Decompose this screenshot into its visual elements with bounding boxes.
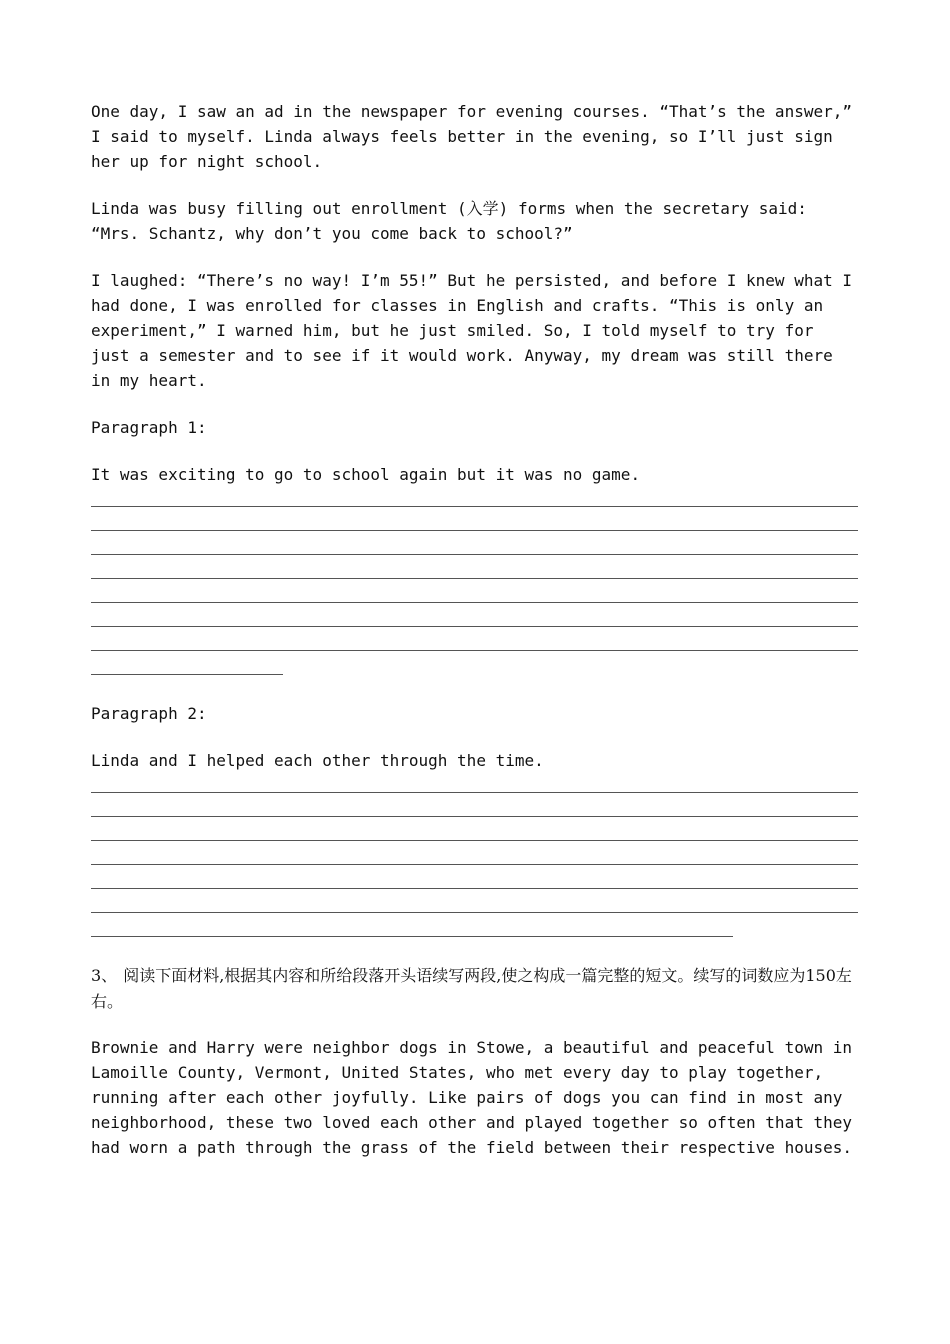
document-page — [91, 99, 862, 1182]
question-number: 3、 — [91, 966, 118, 985]
writing-line[interactable] — [91, 651, 283, 675]
question-3-instruction — [91, 963, 858, 1015]
writing-line[interactable] — [91, 627, 858, 651]
writing-line[interactable] — [91, 841, 858, 865]
paragraph-1-writing-lines[interactable] — [91, 483, 858, 675]
paragraph-2-writing-lines[interactable] — [91, 769, 858, 937]
writing-line[interactable] — [91, 793, 858, 817]
writing-line[interactable] — [91, 507, 858, 531]
story-paragraph-1: One day, I saw an ad in the newspaper for evening courses. “That’s the answer,” I said to myself. Linda always feels better in the evening, so I’ll just sign her up for night school. — [91, 102, 862, 171]
writing-line[interactable] — [91, 603, 858, 627]
story-paragraph-2: Linda was busy filling out enrollment (入学) forms when the secretary said: “Mrs. Schantz, why don’t you come back to school?” — [91, 199, 817, 243]
question-3-passage: Brownie and Harry were neighbor dogs in Stowe, a beautiful and peaceful town in Lamoille County, Vermont, United States, who met every day to play together, running after each other joyfully. Like pairs of dogs you can find in most any neighborhood, these two loved each other and played together so often that they had worn a path through the grass of the field between their respective houses. — [91, 1038, 862, 1157]
writing-line[interactable] — [91, 579, 858, 603]
story-paragraph-3: I laughed: “There’s no way! I’m 55!” But he persisted, and before I knew what I had done, I was enrolled for classes in English and crafts. “This is only an experiment,” I warned him, but he just smiled. So, I told myself to try for just a semester and to see if it would work. Anyway, my dream was still there in my heart. — [91, 271, 862, 390]
writing-line[interactable] — [91, 817, 858, 841]
paragraph-2-label: Paragraph 2: — [91, 704, 207, 723]
writing-line[interactable] — [91, 889, 858, 913]
writing-line[interactable] — [91, 913, 733, 937]
writing-line[interactable] — [91, 555, 858, 579]
paragraph-2-opening: Linda and I helped each other through the time. — [91, 751, 544, 770]
question-3-instruction-text: 阅读下面材料,根据其内容和所给段落开头语续写两段,使之构成一篇完整的短文。续写的词数应为150左右。 — [91, 966, 852, 1011]
writing-line[interactable] — [91, 531, 858, 555]
paragraph-1-label: Paragraph 1: — [91, 418, 207, 437]
paragraph-1-opening: It was exciting to go to school again but it was no game. — [91, 465, 641, 484]
writing-line[interactable] — [91, 865, 858, 889]
